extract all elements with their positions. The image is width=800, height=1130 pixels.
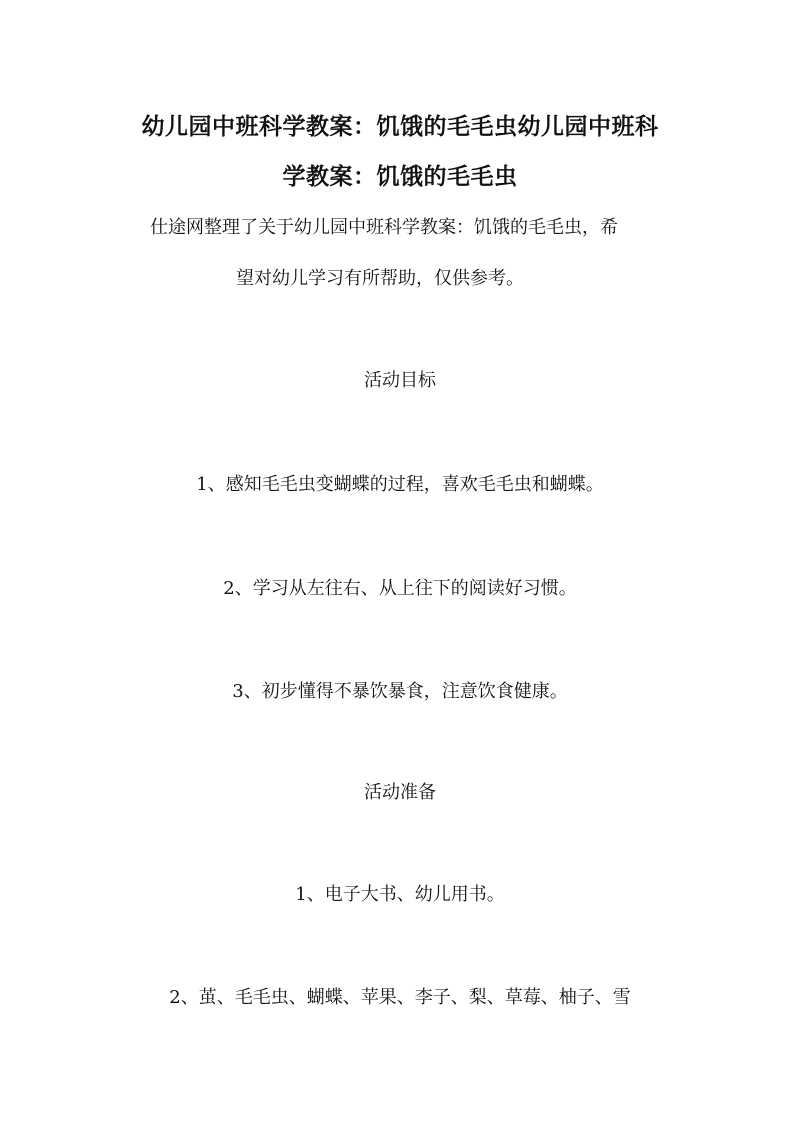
goal-item-3: 3、初步懂得不暴饮暴食，注意饮食健康。 [232,681,568,702]
goal-item-2: 2、学习从左往右、从上往下的阅读好习惯。 [223,578,577,599]
document-title-line-2: 学教案：饥饿的毛毛虫 [282,163,518,190]
preparation-item-2: 2、茧、毛毛虫、蝴蝶、苹果、李子、梨、草莓、柚子、雪 [169,987,631,1008]
preparation-item-1: 1、电子大书、幼儿用书。 [295,884,505,905]
document-title-line-1: 幼儿园中班科学教案：饥饿的毛毛虫幼儿园中班科 [141,113,659,140]
intro-paragraph-line-2: 望对幼儿学习有所帮助，仅供参考。 [236,268,524,289]
section-heading-goals: 活动目标 [364,370,436,391]
section-heading-preparation: 活动准备 [364,782,436,803]
intro-paragraph-line-1: 仕途网整理了关于幼儿园中班科学教案：饥饿的毛毛虫，希 [150,217,618,238]
goal-item-1: 1、感知毛毛虫变蝴蝶的过程，喜欢毛毛虫和蝴蝶。 [196,474,604,495]
